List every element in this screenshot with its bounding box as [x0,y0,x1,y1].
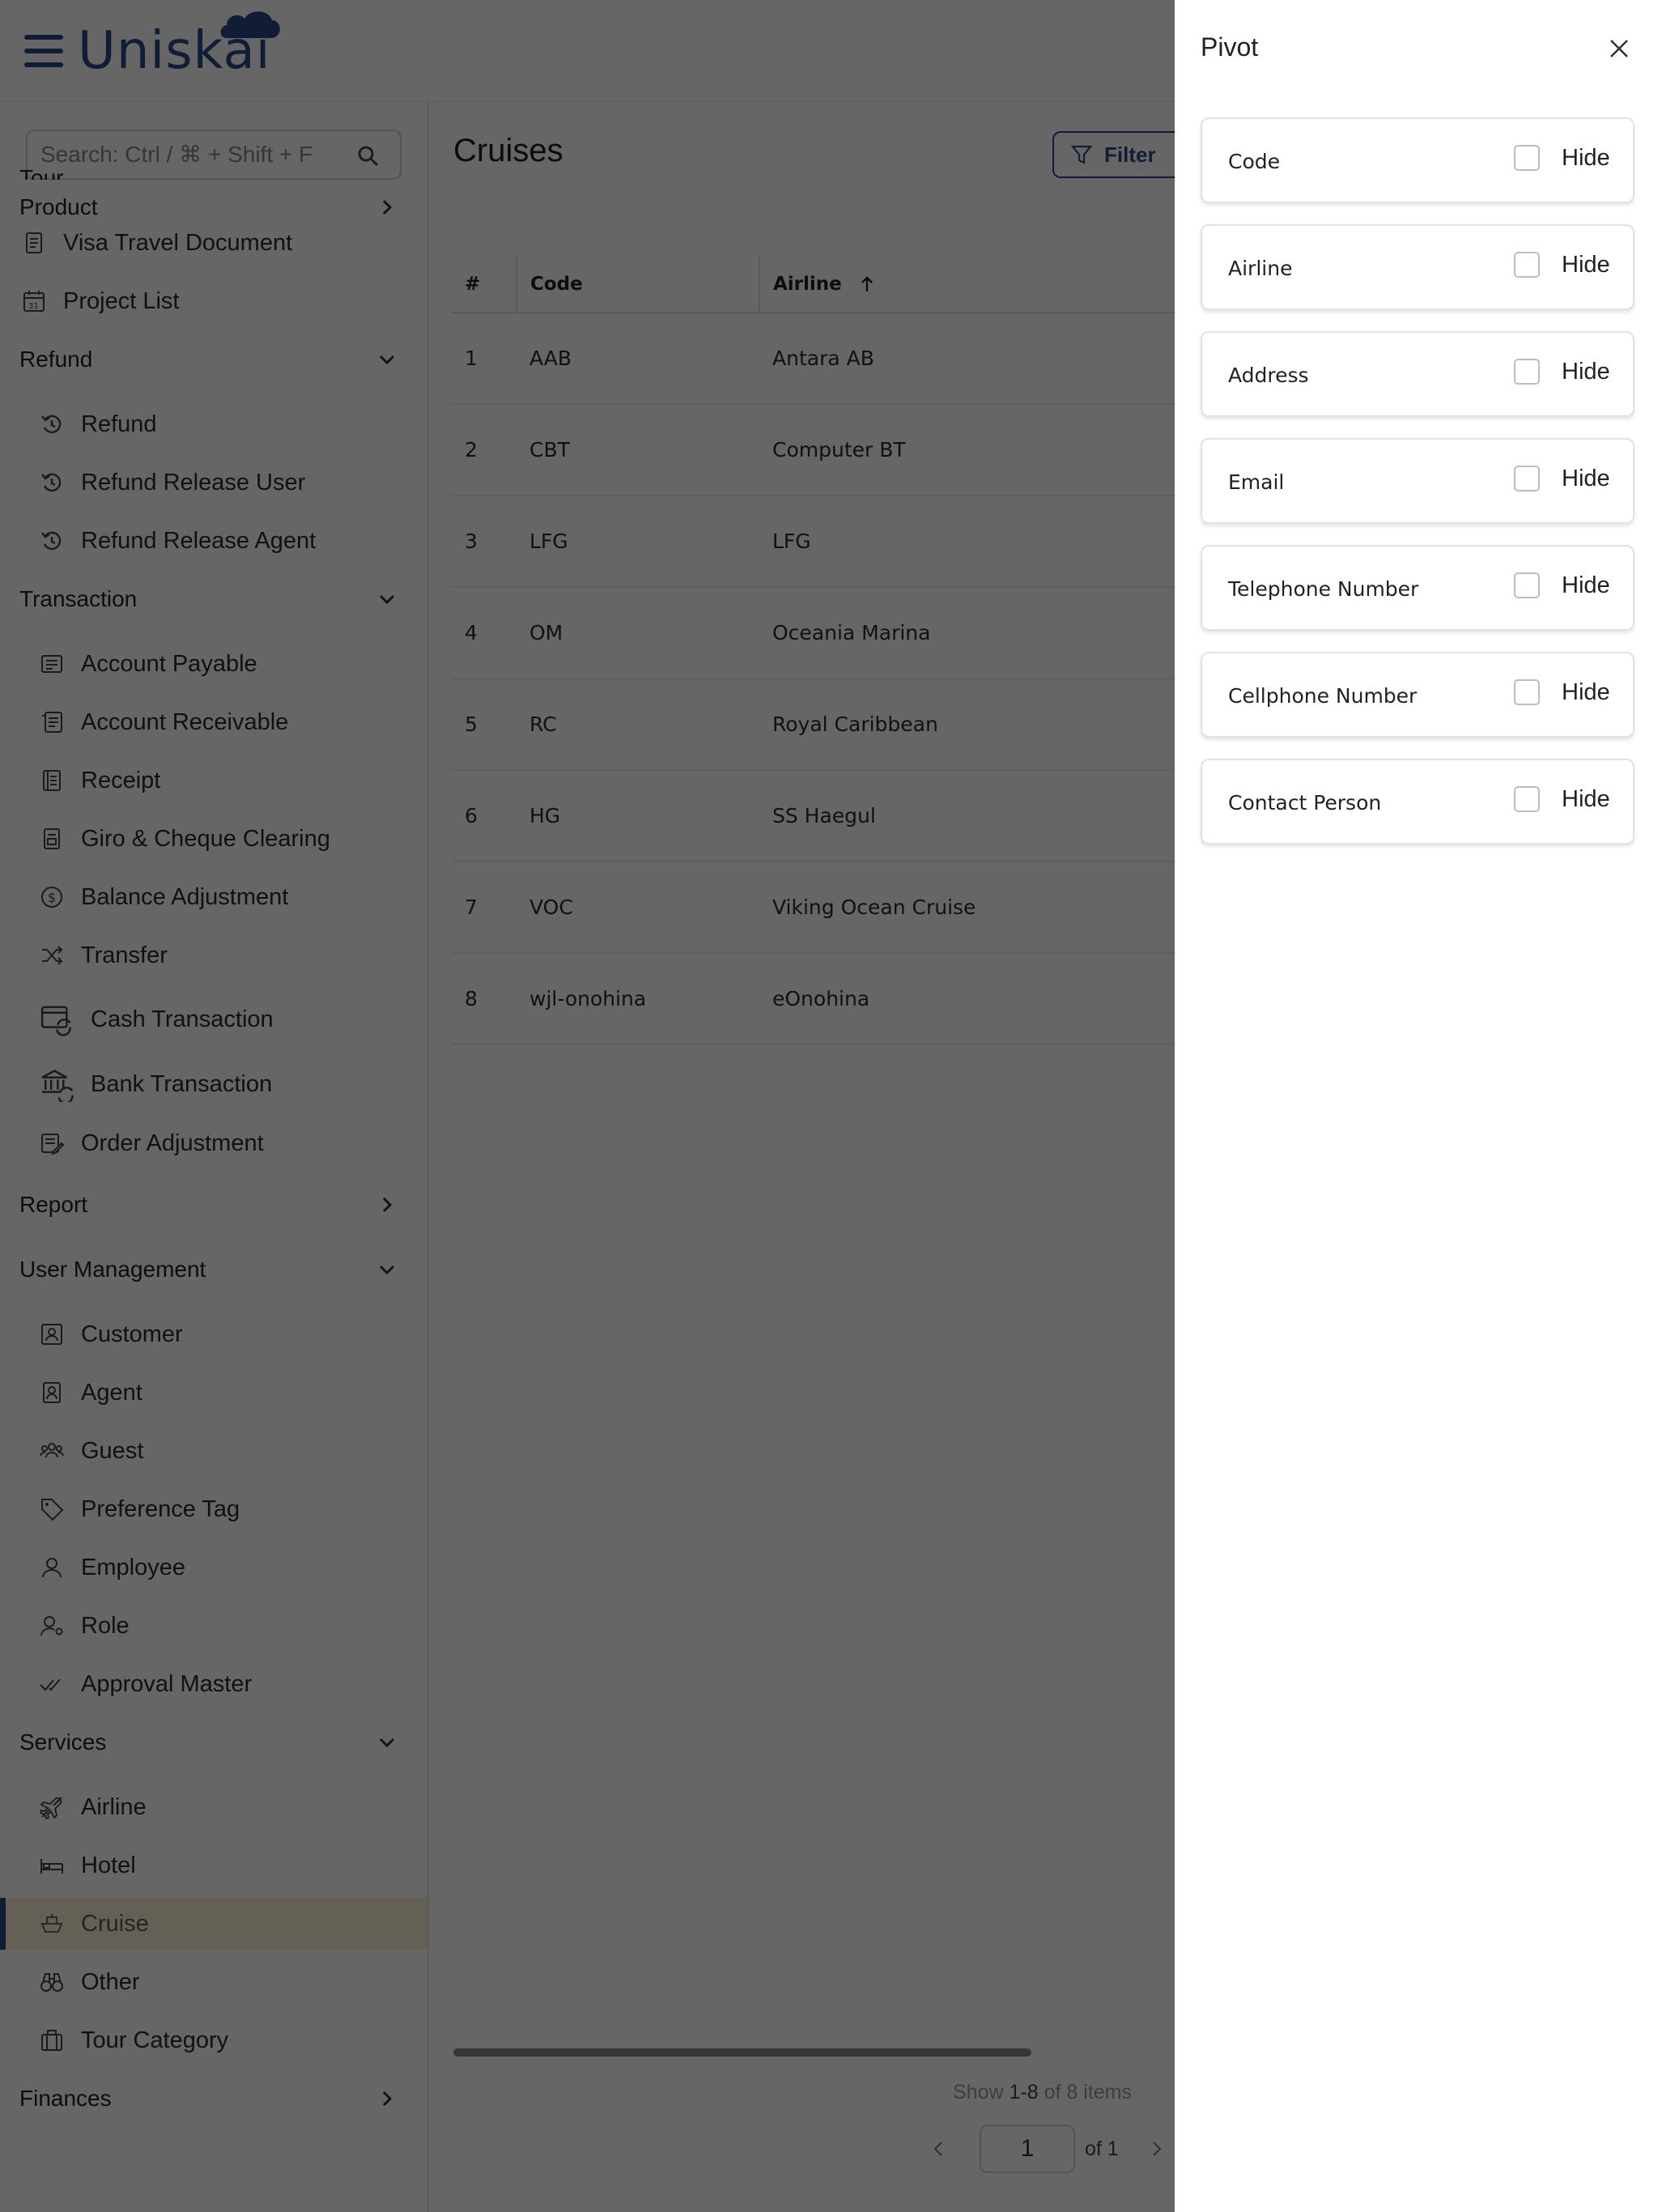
hide-label[interactable]: Hide [1562,359,1610,385]
pivot-field-contact-person [1201,759,1635,844]
pivot-drawer [1175,0,1658,2212]
pivot-field-label: Cellphone Number [1228,684,1418,708]
hide-label[interactable]: Hide [1562,466,1610,491]
pivot-field-cellphone-number [1201,652,1635,738]
hide-checkbox[interactable] [1514,572,1540,598]
pivot-field-email [1201,438,1635,524]
pivot-field-address [1201,331,1635,417]
hide-label[interactable]: Hide [1562,679,1610,705]
pivot-field-label: Address [1228,364,1309,387]
hide-label[interactable]: Hide [1562,145,1610,171]
drawer-title: Pivot [1201,32,1259,62]
hide-checkbox[interactable] [1514,145,1540,171]
hide-label[interactable]: Hide [1562,252,1610,278]
pivot-field-label: Code [1228,150,1281,173]
pivot-field-label: Airline [1228,257,1293,280]
hide-checkbox[interactable] [1514,786,1540,812]
hide-checkbox[interactable] [1514,359,1540,385]
pivot-field-airline [1201,224,1635,310]
pivot-field-label: Telephone Number [1228,577,1419,601]
hide-checkbox[interactable] [1514,466,1540,491]
close-icon[interactable] [1605,34,1634,63]
hide-checkbox[interactable] [1514,679,1540,705]
hide-label[interactable]: Hide [1562,786,1610,812]
hide-checkbox[interactable] [1514,252,1540,278]
pivot-field-code [1201,117,1635,203]
hide-label[interactable]: Hide [1562,572,1610,598]
pivot-field-label: Contact Person [1228,791,1382,815]
pivot-field-label: Email [1228,470,1285,494]
pivot-field-telephone-number [1201,545,1635,631]
